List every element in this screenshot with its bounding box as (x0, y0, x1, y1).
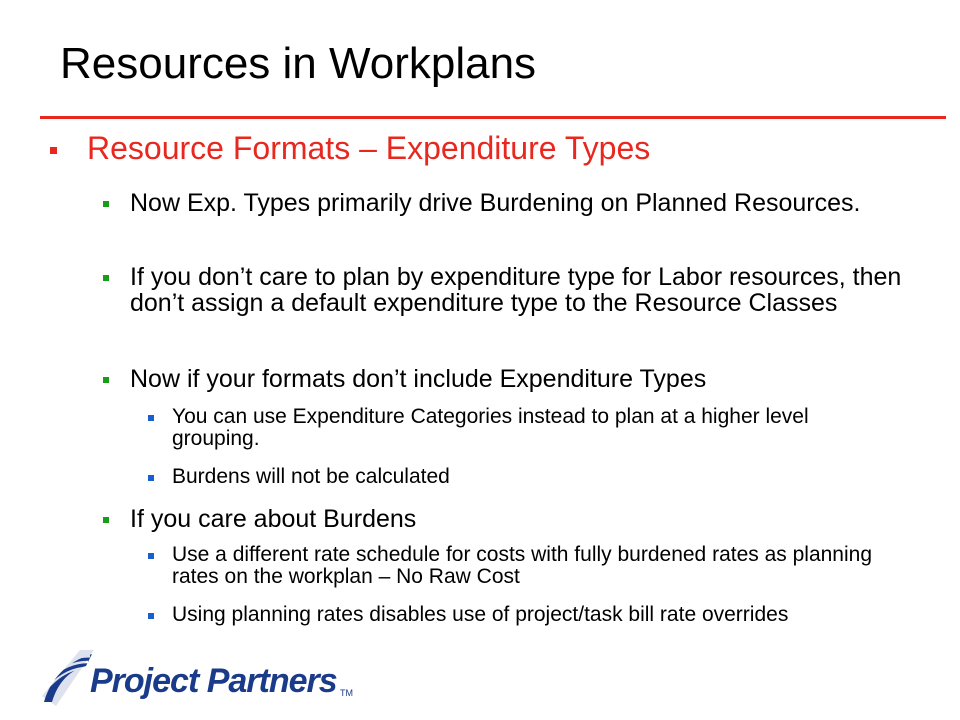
bullet-marker (103, 275, 109, 281)
heading-text: Resource Formats – Expenditure Types (87, 130, 651, 166)
sub-bullet-marker (148, 415, 154, 421)
bullet-marker (103, 377, 109, 383)
sub-bullet-text: Burdens will not be calculated (172, 465, 450, 488)
slide-title: Resources in Workplans (60, 39, 537, 88)
sub-bullet-text: Use a different rate schedule for costs with fully burdened rates as planning rates on the workplan – No Raw Cost (172, 543, 873, 588)
sub-bullet-text: Using planning rates disables use of project/task bill rate overrides (172, 603, 789, 626)
swoosh-logo-icon (40, 650, 96, 708)
sub-bullet-marker (148, 553, 154, 559)
sub-bullet-text: You can use Expenditure Categories instead to plan at a higher level grouping. (172, 405, 809, 450)
bullet-text: Now if your formats don’t include Expenditure Types (130, 365, 707, 393)
sub-bullet-marker (148, 475, 154, 481)
bullet-text: If you care about Burdens (130, 505, 417, 533)
sub-bullet-marker (148, 613, 154, 619)
bullet-marker (103, 517, 109, 523)
logo-trademark: TM (340, 688, 353, 698)
bullet-text: If you don’t care to plan by expenditure type for Labor resources, then don’t assign a default expenditure type to the Resource Classes (130, 263, 902, 317)
heading-bullet (50, 147, 57, 154)
bullet-text: Now Exp. Types primarily drive Burdening on Planned Resources. (130, 189, 861, 217)
project-partners-logo (40, 650, 360, 710)
bullet-marker (103, 201, 109, 207)
title-divider (40, 116, 946, 119)
logo-text: Project Partners (90, 662, 337, 700)
